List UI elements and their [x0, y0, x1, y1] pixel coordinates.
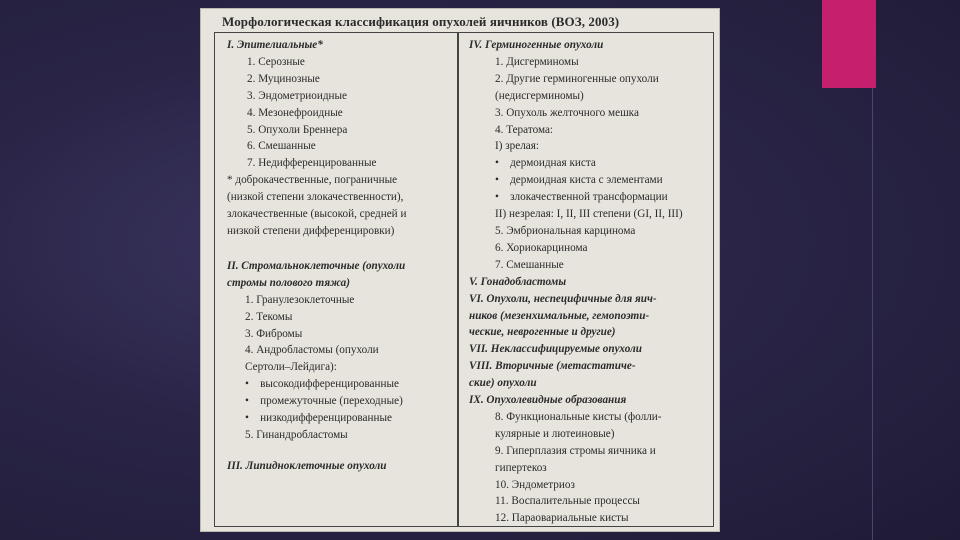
- list-item: 7. Смешанные: [495, 258, 564, 271]
- list-item: 4. Тератома:: [495, 123, 554, 136]
- footnote-line: (низкой степени злокачественности),: [227, 191, 404, 204]
- list-item: 2. Муцинозные: [247, 72, 320, 85]
- bullet-icon: •: [245, 412, 261, 425]
- list-item: гипертекоз: [495, 461, 547, 474]
- list-item: 8. Функциональные кисты (фолли-: [495, 410, 662, 423]
- list-item: 12. Параовариальные кисты: [495, 512, 629, 525]
- footnote-line: низкой степени дифференцировки): [227, 224, 395, 237]
- bullet-item: • злокачественной трансформации: [495, 191, 668, 204]
- section-heading-nonspecific-cont: ческие, неврогенные и другие): [469, 326, 616, 339]
- list-item: 4. Андробластомы (опухоли: [245, 344, 379, 357]
- list-item: 1. Серозные: [247, 55, 305, 68]
- bullet-icon: •: [495, 157, 511, 170]
- document-title: Морфологическая классификация опухолей яичников (ВОЗ, 2003): [222, 14, 620, 29]
- list-item: 3. Эндометриоидные: [247, 89, 348, 102]
- section-heading-lipid: III. Липидноклеточные опухоли: [227, 459, 387, 472]
- list-item: 7. Недифференцированные: [247, 157, 377, 170]
- section-heading-secondary-cont: ские) опухоли: [469, 377, 537, 390]
- document-photo: [200, 8, 720, 532]
- list-item: 10. Эндометриоз: [495, 478, 575, 491]
- list-item: 1. Дисгерминомы: [495, 55, 579, 68]
- bullet-item: • дермоидная киста с элементами: [495, 174, 663, 187]
- section-heading-germ: IV. Герминогенные опухоли: [469, 39, 604, 51]
- section-heading-secondary: VIII. Вторичные (метастатиче-: [469, 360, 636, 373]
- section-heading-epithelial: I. Эпителиальные*: [227, 39, 323, 51]
- list-item: 5. Опухоли Бреннера: [247, 123, 348, 136]
- list-item: 3. Опухоль желточного мешка: [495, 106, 639, 119]
- bullet-item: • высокодифференцированные: [245, 378, 399, 391]
- accent-bar: [822, 0, 876, 88]
- section-heading-nonspecific: VI. Опухоли, неспецифичные для яич-: [469, 292, 657, 305]
- bullet-item: • дермоидная киста: [495, 157, 596, 170]
- footnote-line: * доброкачественные, пограничные: [227, 174, 398, 187]
- section-heading-nonspecific-cont: ников (мезенхимальные, гемопоэти-: [469, 309, 650, 322]
- slide-edge-line: [872, 88, 873, 540]
- bullet-icon: •: [495, 191, 511, 204]
- list-item: 4. Мезонефроидные: [247, 106, 343, 119]
- list-item: Сертоли–Лейдига):: [245, 361, 337, 374]
- list-item: 6. Смешанные: [247, 140, 316, 153]
- section-heading-stromal: II. Стромальноклеточные (опухоли: [227, 259, 406, 272]
- list-item: 6. Хориокарцинома: [495, 241, 588, 254]
- list-item: 1. Гранулезоклеточные: [245, 293, 355, 306]
- right-column: [469, 37, 709, 527]
- bullet-item: • низкодифференцированные: [245, 412, 392, 425]
- list-item: 9. Гиперплазия стромы яичника и: [495, 444, 656, 457]
- left-column: [227, 37, 453, 475]
- column-divider: [457, 33, 459, 526]
- list-item: II) незрелая: I, II, III степени (GI, II, III): [495, 208, 683, 221]
- section-heading-unclassified: VII. Неклассифицируемые опухоли: [469, 343, 643, 356]
- list-item: I) зрелая:: [495, 140, 540, 153]
- bullet-icon: •: [245, 378, 261, 391]
- list-item: 2. Текомы: [245, 310, 293, 323]
- list-item: 2. Другие герминогенные опухоли: [495, 72, 659, 85]
- footnote-line: злокачественные (высокой, средней и: [227, 208, 407, 221]
- list-item: 5. Гинандробластомы: [245, 428, 348, 441]
- bullet-icon: •: [495, 174, 511, 187]
- list-item: (недисгерминомы): [495, 89, 584, 102]
- classification-table: [214, 32, 714, 527]
- bullet-icon: •: [245, 395, 261, 408]
- list-item: 3. Фибромы: [245, 327, 303, 340]
- bullet-item: • промежуточные (переходные): [245, 395, 403, 408]
- section-heading-tumorlike: IX. Опухолевидные образования: [469, 394, 627, 407]
- section-heading-stromal-cont: стромы полового тяжа): [227, 276, 350, 289]
- list-item: 5. Эмбриональная карцинома: [495, 224, 636, 237]
- list-item: кулярные и лютеиновые): [495, 427, 615, 440]
- section-heading-gonadoblastoma: V. Гонадобластомы: [469, 275, 567, 288]
- list-item: 11. Воспалительные процессы: [495, 495, 640, 508]
